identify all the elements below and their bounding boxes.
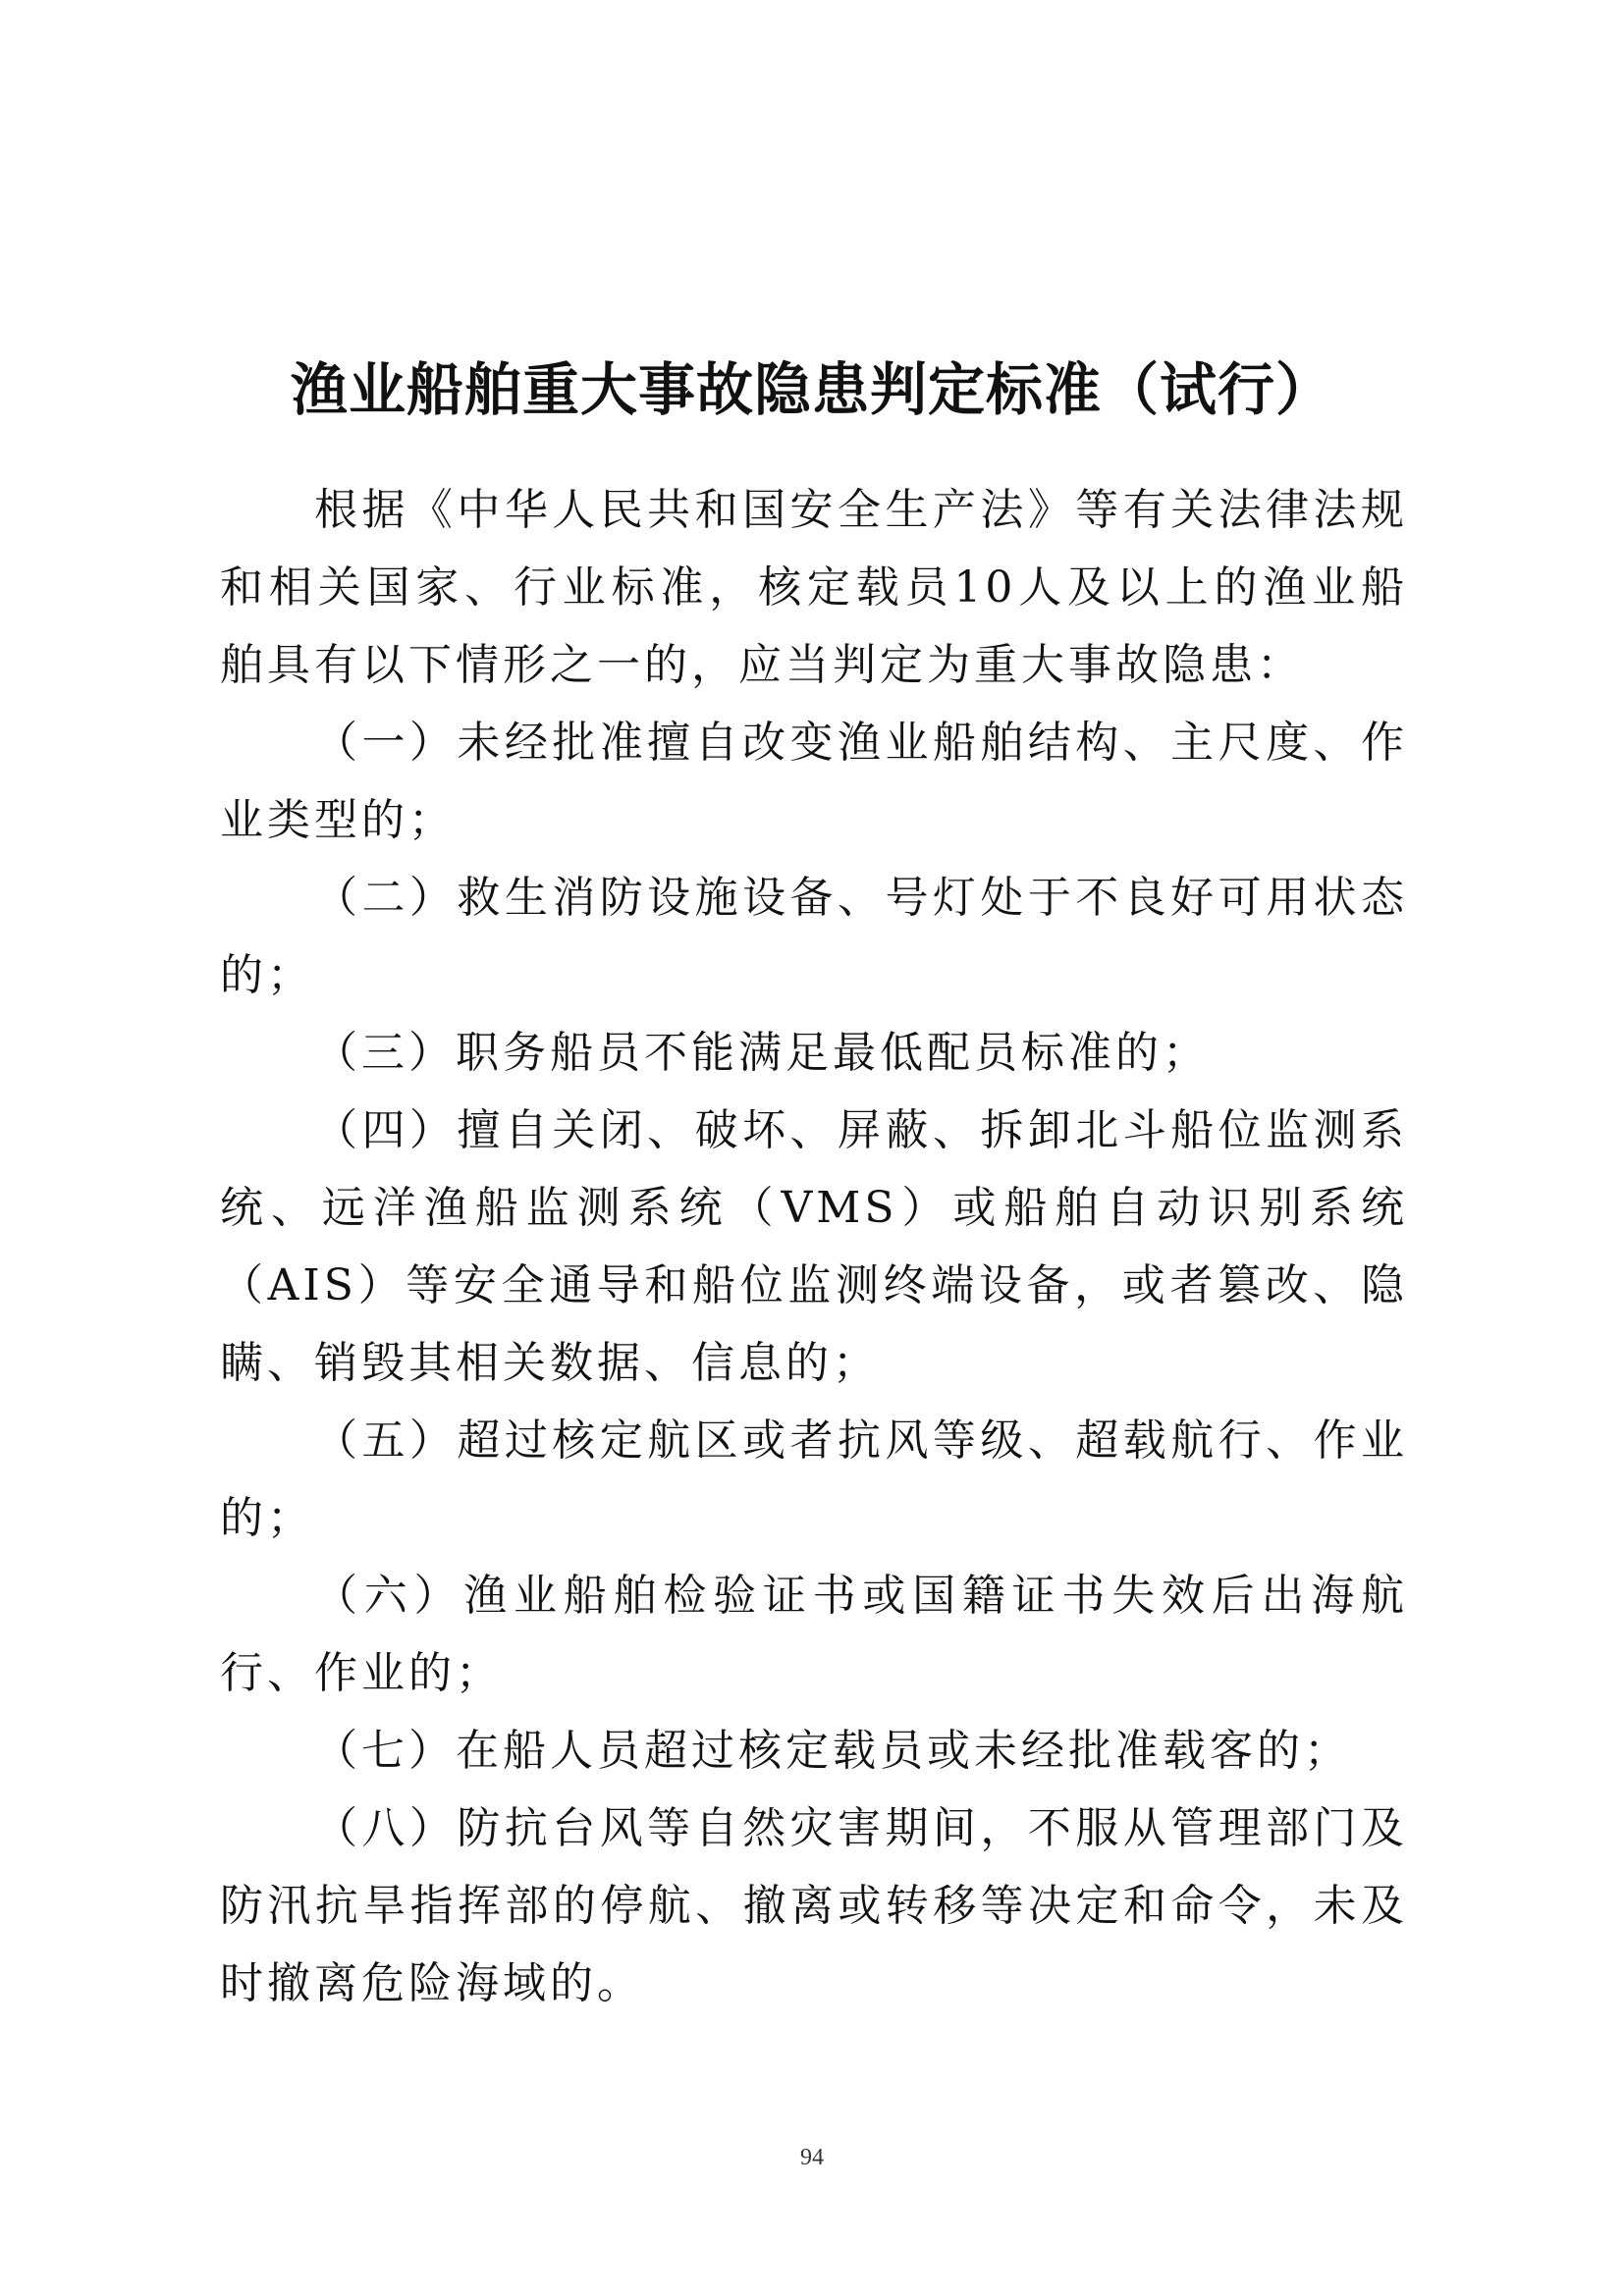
clause-2: （二）救生消防设施设备、号灯处于不良好可用状态的； (220, 873, 1408, 1000)
clause-3: （三）职务船员不能满足最低配员标准的； (314, 1028, 1210, 1078)
clause-1: （一）未经批准擅自改变渔业船舶结构、主尺度、作业类型的； (220, 718, 1408, 845)
clause-6: （六）渔业船舶检验证书或国籍证书失效后出海航行、作业的； (220, 1571, 1408, 1698)
clause-4: （四）擅自关闭、破坏、屏蔽、拆卸北斗船位监测系统、远洋渔船监测系统（VMS）或船舶自动识别系统（AIS）等安全通导和船位监测终端设备，或者篡改、隐瞒、销毁其相关数据、信息的； (220, 1105, 1408, 1388)
clause-8: （八）防抗台风等自然灾害期间，不服从管理部门及防汛抗旱指挥部的停航、撤离或转移等决定和命令，未及时撤离危险海域的。 (220, 1803, 1408, 2008)
clause-7: （七）在船人员超过核定载员或未经批准载客的； (314, 1726, 1351, 1776)
page-number: 94 (800, 2145, 824, 2170)
clause-5: （五）超过核定航区或者抗风等级、超载航行、作业的； (220, 1415, 1408, 1543)
intro-paragraph: 根据《中华人民共和国安全生产法》等有关法律法规和相关国家、行业标准，核定载员10人及以上的渔业船舶具有以下情形之一的，应当判定为重大事故隐患： (220, 485, 1408, 690)
document-title: 渔业船舶重大事故隐患判定标准（试行） (290, 355, 1333, 423)
document-body (220, 471, 1408, 2022)
